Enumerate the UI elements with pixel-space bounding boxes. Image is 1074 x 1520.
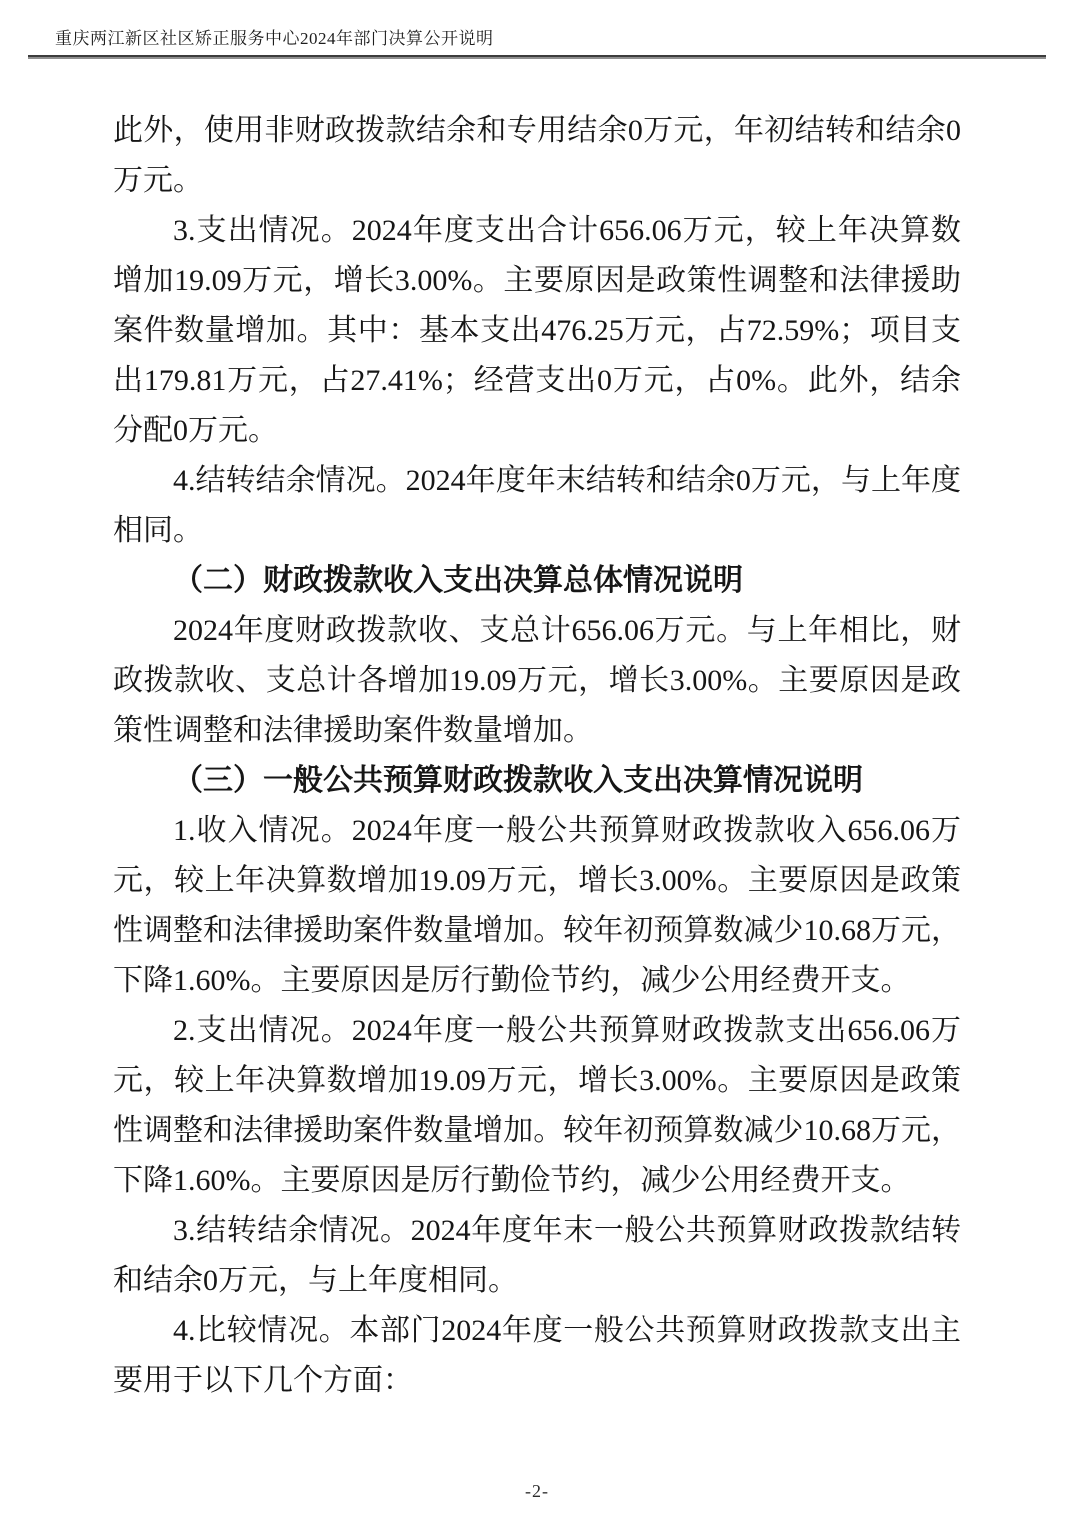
paragraph-expenditure-overview: 3.支出情况。2024年度支出合计656.06万元，较上年决算数增加19.09万元，增长3.00%。主要原因是政策性调整和法律援助案件数量增加。其中：基本支出476.25万元，占72.59%；项目支出179.81万元，占27.41%；经营支出0万元，占0%。此外，结余分配0万元。 — [113, 214, 961, 447]
paragraph-carryover-situation: 3.结转结余情况。2024年度年末一般公共预算财政拨款结转和结余0万元，与上年度相同。 — [113, 1214, 961, 1297]
paragraph-comparison-intro: 4.比较情况。本部门2024年度一般公共预算财政拨款支出主要用于以下几个方面： — [113, 1314, 961, 1397]
paragraph-continuation: 此外，使用非财政拨款结余和专用结余0万元，年初结转和结余0万元。 — [113, 114, 961, 197]
section-heading-general-public-budget: （三）一般公共预算财政拨款收入支出决算情况说明 — [173, 764, 863, 797]
paragraph-fiscal-appropriation-total: 2024年度财政拨款收、支总计656.06万元。与上年相比，财政拨款收、支总计各增加19.09万元，增长3.00%。主要原因是政策性调整和法律援助案件数量增加。 — [113, 614, 961, 747]
header-rule — [28, 55, 1046, 59]
section-heading-fiscal-appropriation: （二）财政拨款收入支出决算总体情况说明 — [173, 564, 743, 597]
paragraph-expenditure-situation: 2.支出情况。2024年度一般公共预算财政拨款支出656.06万元，较上年决算数增加19.09万元，增长3.00%。主要原因是政策性调整和法律援助案件数量增加。较年初预算数减少10.68万元，下降1.60%。主要原因是厉行勤俭节约，减少公用经费开支。 — [113, 1014, 961, 1197]
page-number: -2- — [525, 1481, 549, 1501]
page-header — [28, 28, 1046, 59]
page-footer — [0, 1481, 1074, 1502]
paragraph-income-situation: 1.收入情况。2024年度一般公共预算财政拨款收入656.06万元，较上年决算数增加19.09万元，增长3.00%。主要原因是政策性调整和法律援助案件数量增加。较年初预算数减少10.68万元，下降1.60%。主要原因是厉行勤俭节约，减少公用经费开支。 — [113, 814, 961, 997]
header-title: 重庆两江新区社区矫正服务中心2024年部门决算公开说明 — [55, 29, 494, 48]
paragraph-carryover-overview: 4.结转结余情况。2024年度年末结转和结余0万元，与上年度相同。 — [113, 464, 961, 547]
document-body — [113, 106, 961, 1406]
